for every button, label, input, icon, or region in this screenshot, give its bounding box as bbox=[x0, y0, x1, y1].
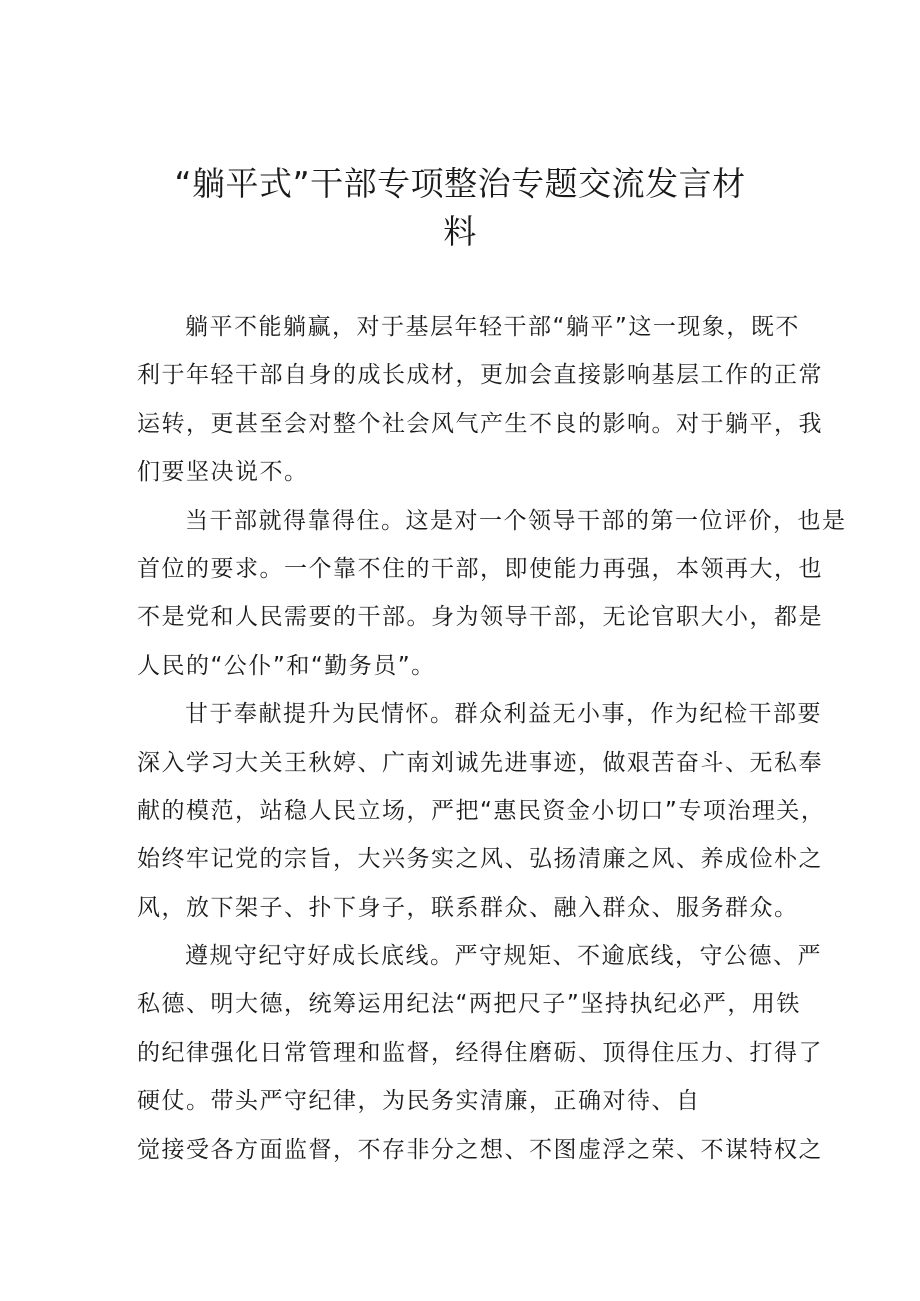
body-line: 遵规守纪守好成长底线。严守规矩、不逾底线，守公德、严 bbox=[185, 943, 822, 970]
body-line: 躺平不能躺赢，对于基层年轻干部“躺平”这一现象，既不 bbox=[185, 314, 800, 340]
body-line: 深入学习大关王秋婷、广南刘诚先进事迹，做艰苦奋斗、无私奉 bbox=[137, 749, 823, 776]
body-line: 不是党和人民需要的干部。身为领导干部，无论官职大小，都是 bbox=[137, 604, 823, 631]
body-line: 首位的要求。一个靠不住的干部，即使能力再强，本领再大，也 bbox=[137, 555, 823, 582]
body-line: 私德、明大德，统筹运用纪法“两把尺子”坚持执纪必严，用铁 bbox=[137, 991, 801, 1018]
body-line: 运转，更甚至会对整个社会风气产生不良的影响。对于躺平，我 bbox=[137, 410, 823, 437]
body-line: 甘于奉献提升为民情怀。群众利益无小事，作为纪检干部要 bbox=[185, 701, 822, 728]
body-line: 觉接受各方面监督，不存非分之想、不图虚浮之荣、不谋特权之 bbox=[137, 1136, 823, 1163]
body-line: 的纪律强化日常管理和监督，经得住磨砺、顶得住压力、打得了 bbox=[137, 1039, 823, 1066]
body-line: 风，放下架子、扑下身子，联系群众、融入群众、服务群众。 bbox=[137, 894, 799, 921]
body-line: 献的模范，站稳人民立场，严把“惠民资金小切口”专项治理关， bbox=[137, 797, 826, 824]
document-body bbox=[137, 303, 847, 1174]
body-line: 硬仗。带头严守纪律，为民务实清廉，正确对待、自 bbox=[137, 1088, 701, 1115]
body-line: 们要坚决说不。 bbox=[137, 459, 309, 486]
body-line: 始终牢记党的宗旨，大兴务实之风、弘扬清廉之风、养成俭朴之 bbox=[137, 846, 823, 873]
document-title bbox=[150, 160, 770, 256]
body-line: 人民的“公仆”和“勤务员”。 bbox=[137, 652, 436, 679]
body-line: 当干部就得靠得住。这是对一个领导干部的第一位评价，也是 bbox=[185, 507, 847, 534]
body-line: 利于年轻干部自身的成长成材，更加会直接影响基层工作的正常 bbox=[137, 362, 823, 389]
title-line-1: “躺平式”干部专项整治专题交流发言材 bbox=[174, 164, 746, 203]
title-line-2: 料 bbox=[443, 212, 477, 251]
